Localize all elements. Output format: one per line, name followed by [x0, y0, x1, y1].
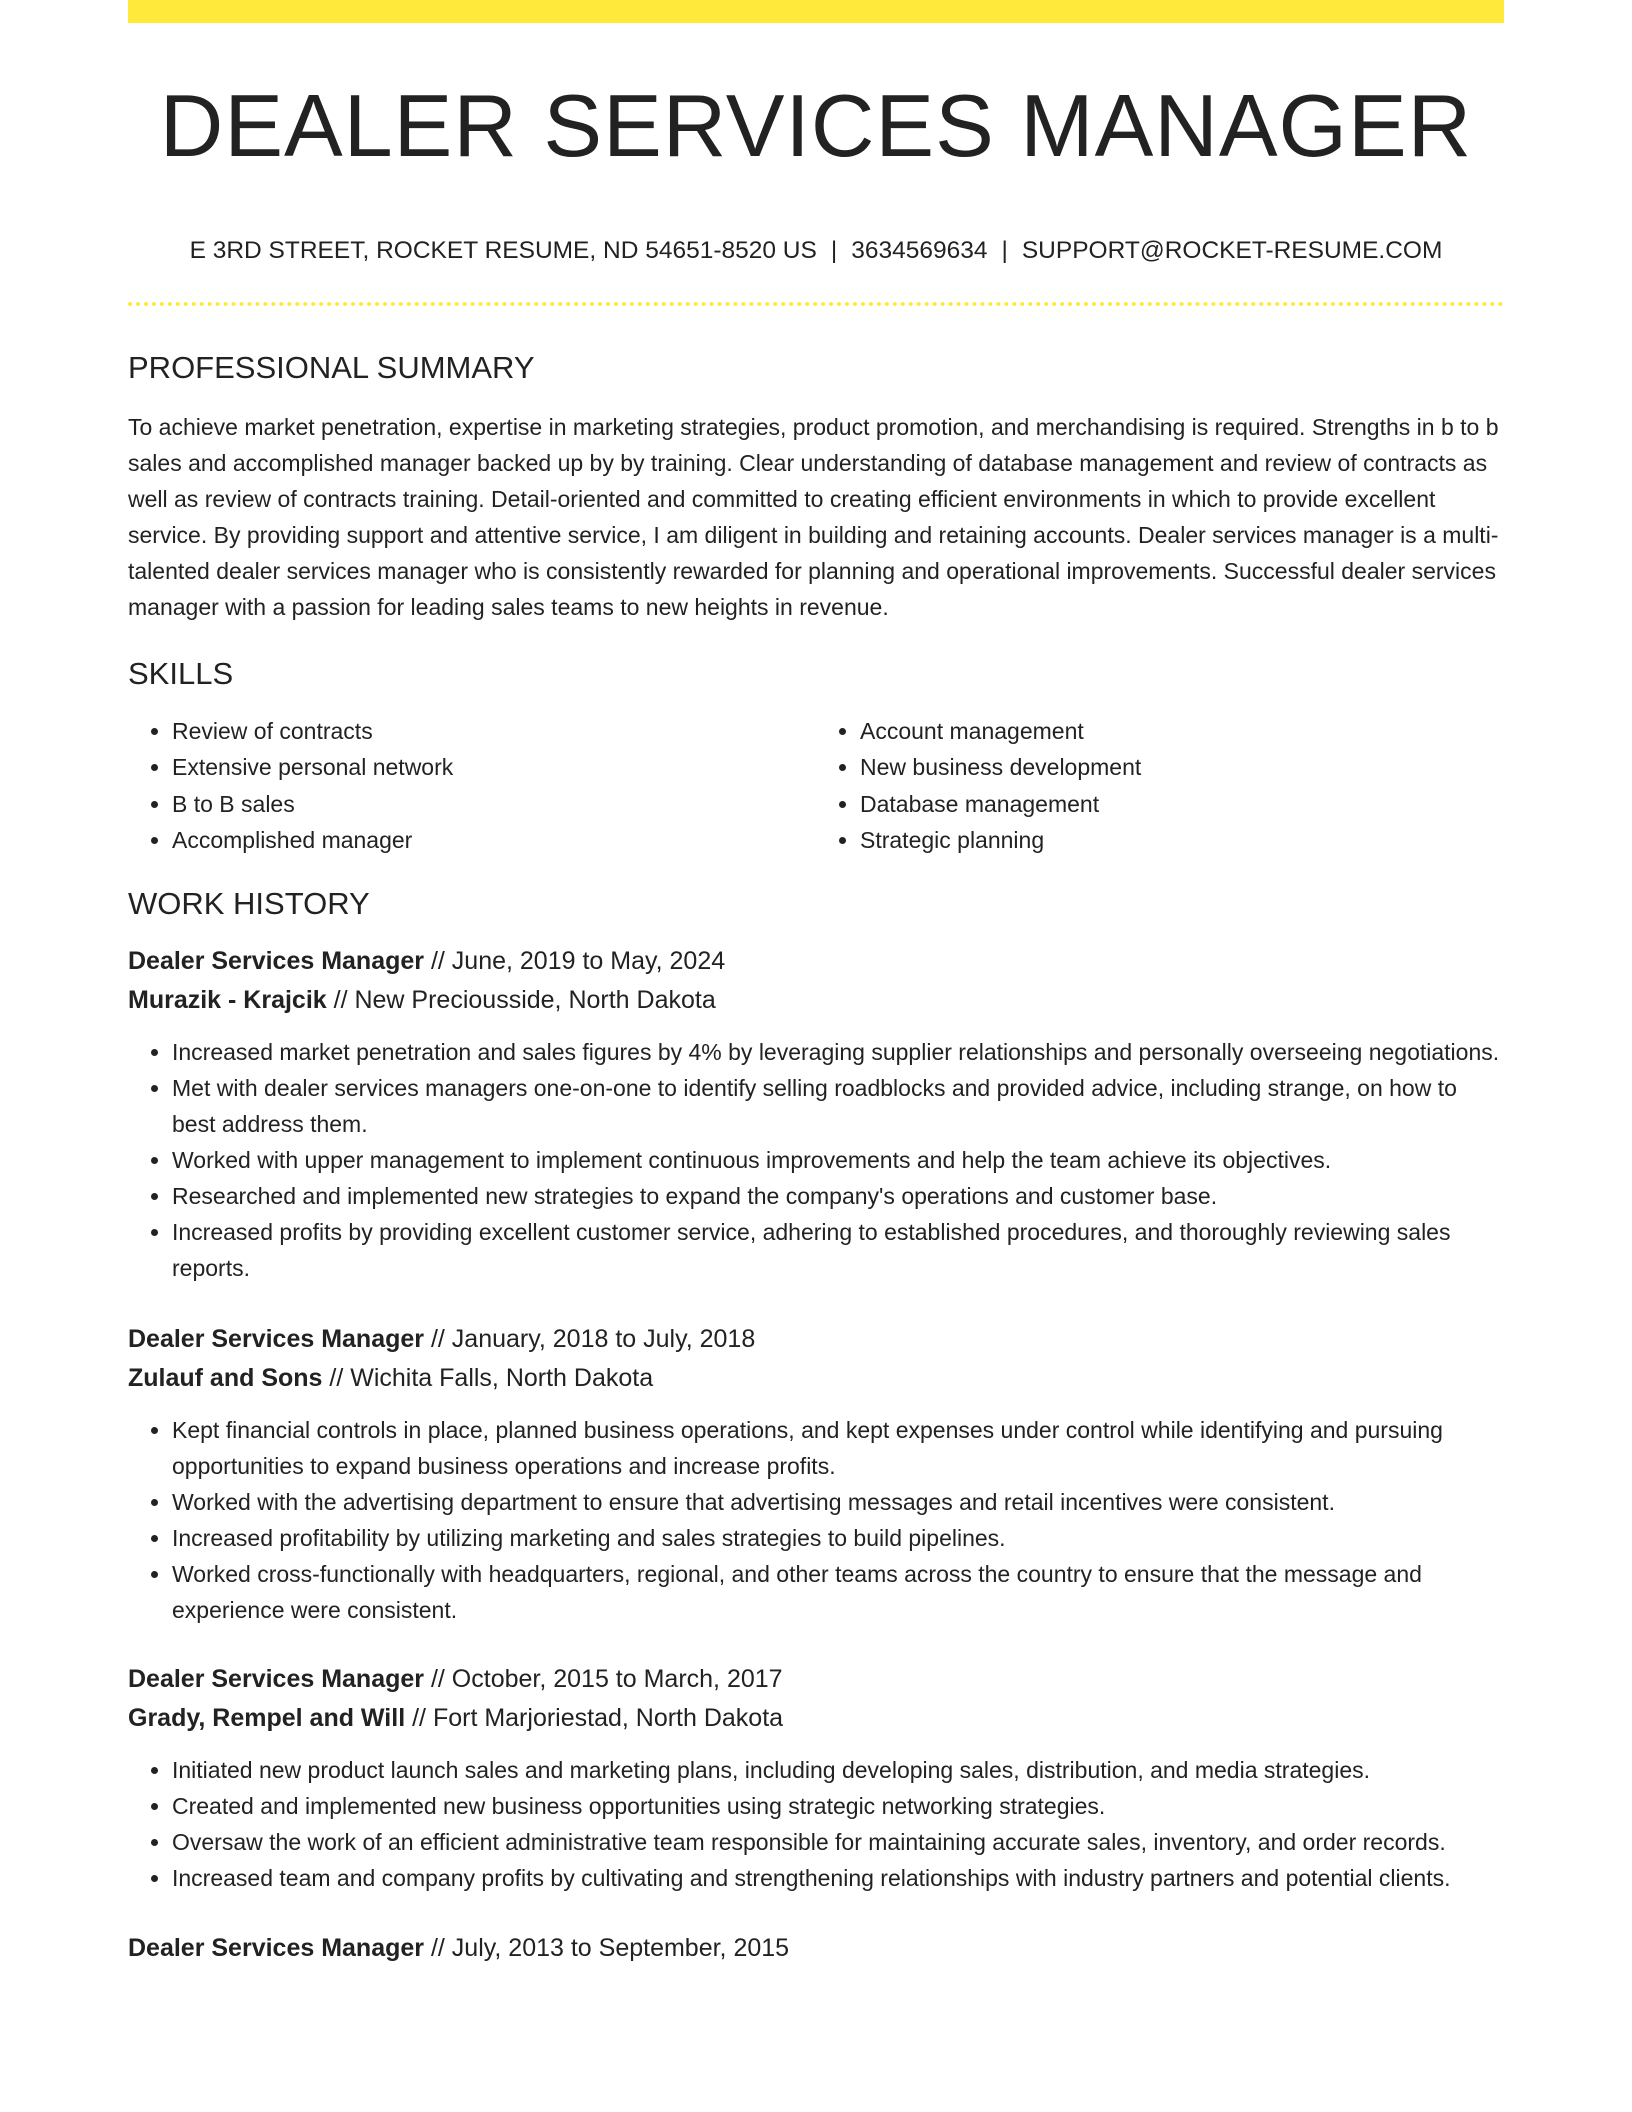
job-title: Dealer Services Manager [128, 946, 425, 975]
job-entry [128, 1320, 1504, 1628]
job-bullet: • Worked cross-functionally with headquarters, regional, and other teams across the country to ensure that the message and experience were consistent. [172, 1556, 1504, 1628]
job-entry [128, 1929, 1504, 1968]
job-title: Dealer Services Manager [128, 1664, 425, 1693]
contact-line [128, 236, 1504, 265]
job-bullet: • Created and implemented new business opportunities using strategic networking strategies. [172, 1788, 1504, 1824]
job-company: Grady, Rempel and Will [128, 1703, 406, 1732]
job-bullet: • Oversaw the work of an efficient administrative team responsible for maintaining accurate sales, inventory, and order records. [172, 1824, 1504, 1860]
job-company-line [128, 1359, 1504, 1398]
job-bullet: • Initiated new product launch sales and marketing plans, including developing sales, distribution, and media strategies. [172, 1752, 1504, 1788]
resume-page [128, 0, 1504, 1968]
job-company: Zulauf and Sons [128, 1363, 323, 1392]
job-bullet: • Increased profitability by utilizing marketing and sales strategies to build pipelines. [172, 1520, 1504, 1556]
dotted-divider [128, 302, 1504, 306]
contact-address: E 3RD STREET, ROCKET RESUME, ND 54651-8520 US [189, 237, 817, 264]
job-bullet: • Increased profits by providing excellent customer service, adhering to established procedures, and thoroughly reviewing sales reports. [172, 1214, 1504, 1286]
job-bullet: • Worked with the advertising department to ensure that advertising messages and retail incentives were consistent. [172, 1484, 1504, 1520]
skill-item: • Account management [860, 713, 1504, 750]
job-bullet: • Researched and implemented new strategies to expand the company's operations and customer base. [172, 1178, 1504, 1214]
job-title: Dealer Services Manager [128, 1933, 425, 1962]
job-bullet: • Worked with upper management to implement continuous improvements and help the team achieve its objectives. [172, 1142, 1504, 1178]
skill-item: • Accomplished manager [172, 822, 816, 859]
job-location: // Fort Marjoriestad, North Dakota [405, 1703, 784, 1732]
contact-email[interactable]: SUPPORT@ROCKET-RESUME.COM [1021, 237, 1443, 264]
job-title-line [128, 1660, 1504, 1699]
job-dates: // January, 2018 to July, 2018 [424, 1324, 756, 1353]
job-dates: // October, 2015 to March, 2017 [424, 1664, 783, 1693]
skill-item: • New business development [860, 749, 1504, 786]
work-history-heading: WORK HISTORY [128, 885, 370, 921]
skill-item: • Extensive personal network [172, 749, 816, 786]
job-bullet: • Kept financial controls in place, planned business operations, and kept expenses under control while identifying and pursuing opportunities to expand business operations and increase profits. [172, 1412, 1504, 1484]
job-entry [128, 1660, 1504, 1896]
job-company-line [128, 1699, 1504, 1738]
job-title: Dealer Services Manager [128, 1324, 425, 1353]
skills-grid [128, 713, 1504, 859]
skill-item: • Strategic planning [860, 822, 1504, 859]
skills-list-left [128, 713, 816, 859]
skill-item: • Database management [860, 786, 1504, 823]
job-bullet: • Met with dealer services managers one-on-one to identify selling roadblocks and provided advice, including strange, on how to best address them. [172, 1070, 1504, 1142]
skills-heading: SKILLS [128, 655, 234, 691]
job-bullet: • Increased market penetration and sales figures by 4% by leveraging supplier relationships and personally overseeing negotiations. [172, 1034, 1504, 1070]
job-bullets [128, 1034, 1504, 1286]
job-bullet: • Increased team and company profits by cultivating and strengthening relationships with industry partners and potential clients. [172, 1860, 1504, 1896]
skill-item: • B to B sales [172, 786, 816, 823]
job-location: // Wichita Falls, North Dakota [322, 1363, 654, 1392]
job-bullets [128, 1752, 1504, 1896]
job-title-line [128, 1320, 1504, 1359]
summary-text: To achieve market penetration, expertise in marketing strategies, product promotion, and merchandising is required. Strengths in b to b sales and accomplished manager backed up by by training. Clear understanding of database management and review of contracts as well as review of contracts training. Detail-oriented and committed to creating efficient environments in which to provide excellent service. By providing support and attentive service, I am diligent in building and retaining accounts. Dealer services manager is a multi-talented dealer services manager who is consistently rewarded for planning and operational improvements. Successful dealer services manager with a passion for leading sales teams to new heights in revenue. [128, 413, 1499, 620]
job-dates: // June, 2019 to May, 2024 [424, 946, 726, 975]
skills-list-right [816, 713, 1504, 859]
contact-phone[interactable]: 3634569634 [851, 237, 988, 264]
job-bullets [128, 1412, 1504, 1628]
job-location: // New Preciousside, North Dakota [326, 985, 716, 1014]
job-title-line [128, 942, 1504, 981]
summary-heading: PROFESSIONAL SUMMARY [128, 350, 535, 386]
contact-separator: | [830, 237, 838, 264]
contact-separator: | [1001, 237, 1008, 264]
job-dates: // July, 2013 to September, 2015 [424, 1933, 790, 1962]
accent-top-bar [128, 0, 1504, 23]
job-company-line [128, 981, 1504, 1020]
job-entry [128, 942, 1504, 1286]
job-company: Murazik - Krajcik [128, 985, 327, 1014]
resume-title: DEALER SERVICES MANAGER [159, 76, 1473, 175]
skill-item: • Review of contracts [172, 713, 816, 750]
job-title-line [128, 1929, 1504, 1968]
